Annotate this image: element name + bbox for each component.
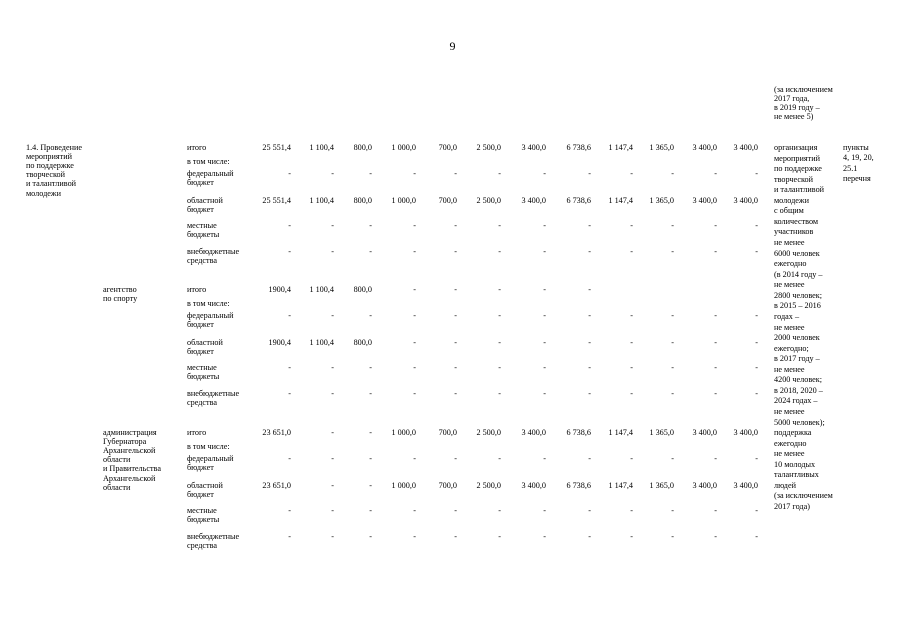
event-name-line: 1.4. Проведение (26, 143, 82, 152)
cell-value: 700,0 (438, 196, 457, 205)
row-label: итого (187, 428, 207, 437)
cell-value: - (630, 389, 633, 398)
cell-value: 800,0 (353, 143, 372, 152)
cell-value: - (543, 169, 546, 178)
cell-value: - (413, 506, 416, 515)
event-name-line: по поддержке (26, 161, 74, 171)
cell-value: 3 400,0 (733, 196, 758, 205)
cell-value: - (369, 532, 372, 541)
result-line: талантливых (774, 470, 819, 480)
cell-value: 6 738,6 (566, 481, 591, 490)
cell-value: 1900,4 (268, 338, 291, 347)
cell-value: - (454, 247, 457, 256)
cell-value: 800,0 (353, 338, 372, 347)
cell-value: - (454, 338, 457, 347)
reference-line: пункты (843, 143, 869, 152)
cell-value: - (671, 363, 674, 372)
cell-value: - (755, 247, 758, 256)
cell-value: - (755, 169, 758, 178)
cell-value: 3 400,0 (733, 143, 758, 152)
top-note-line: (за исключением (774, 85, 833, 94)
cell-value: 2 500,0 (476, 481, 501, 490)
cell-value: - (714, 532, 717, 541)
cell-value: - (714, 221, 717, 230)
result-line: (в 2014 году – (774, 269, 823, 279)
cell-value: - (588, 285, 591, 294)
cell-value: - (413, 311, 416, 320)
result-line: не менее (774, 449, 805, 459)
cell-value: 1 100,4 (309, 143, 334, 152)
cell-value: - (543, 506, 546, 515)
cell-value: - (543, 311, 546, 320)
cell-value: 3 400,0 (692, 196, 717, 205)
cell-value: - (543, 285, 546, 294)
row-label: местные бюджеты (187, 221, 220, 240)
cell-value: - (671, 532, 674, 541)
cell-value: 700,0 (438, 481, 457, 490)
result-line: ежегодно (774, 438, 807, 448)
cell-value: - (498, 221, 501, 230)
cell-value: - (288, 532, 291, 541)
row-label: внебюджетные средства (187, 389, 240, 408)
cell-value: - (630, 532, 633, 541)
cell-value: - (331, 363, 334, 372)
cell-value: - (413, 363, 416, 372)
cell-value: 3 400,0 (733, 428, 758, 437)
cell-value: - (671, 221, 674, 230)
cell-value: - (588, 363, 591, 372)
cell-value: - (498, 285, 501, 294)
cell-value: - (413, 169, 416, 178)
cell-value: - (714, 454, 717, 463)
result-line: по поддержке (774, 164, 822, 174)
cell-value: 25 551,4 (262, 196, 291, 205)
event-name-line: и талантливой (26, 179, 77, 189)
cell-value: - (755, 389, 758, 398)
cell-value: 1 000,0 (391, 143, 416, 152)
cell-value: - (588, 338, 591, 347)
cell-value: 3 400,0 (521, 481, 546, 490)
cell-value: - (454, 169, 457, 178)
executor-name-line: Архангельской (103, 446, 156, 456)
cell-value: - (369, 428, 372, 437)
cell-value: - (331, 532, 334, 541)
cell-value: - (331, 454, 334, 463)
cell-value: - (288, 311, 291, 320)
result-line: 4200 человек; (774, 375, 823, 385)
cell-value: - (671, 454, 674, 463)
cell-value: - (671, 389, 674, 398)
cell-value: - (498, 169, 501, 178)
cell-value: - (543, 221, 546, 230)
cell-value: - (630, 221, 633, 230)
cell-value: 23 651,0 (262, 481, 291, 490)
cell-value: - (454, 363, 457, 372)
cell-value: - (714, 506, 717, 515)
cell-value: - (454, 506, 457, 515)
cell-value: - (454, 389, 457, 398)
cell-value: 3 400,0 (692, 428, 717, 437)
reference-line: 4, 19, 20, (843, 153, 874, 163)
cell-value: - (288, 506, 291, 515)
cell-value: - (369, 311, 372, 320)
executor-name-line: администрация (103, 428, 157, 437)
result-line: не менее (774, 407, 805, 416)
cell-value: - (331, 221, 334, 230)
cell-value: - (630, 506, 633, 515)
cell-value: - (369, 169, 372, 178)
cell-value: - (543, 454, 546, 463)
cell-value: 1 365,0 (649, 428, 674, 437)
cell-value: - (671, 311, 674, 320)
event-name-line: молодежи (26, 188, 61, 198)
result-line: не менее (774, 322, 805, 332)
row-label: в том числе: (187, 157, 230, 166)
row-label: областной бюджет (187, 338, 223, 357)
cell-value: - (714, 247, 717, 256)
cell-value: 6 738,6 (566, 143, 591, 152)
cell-value: - (588, 169, 591, 178)
cell-value: 1 365,0 (649, 196, 674, 205)
cell-value: - (413, 454, 416, 463)
cell-value: - (714, 169, 717, 178)
cell-value: - (288, 221, 291, 230)
cell-value: - (588, 311, 591, 320)
cell-value: 3 400,0 (692, 143, 717, 152)
result-line: 2800 человек; (774, 290, 823, 300)
cell-value: - (454, 454, 457, 463)
cell-value: - (714, 311, 717, 320)
cell-value: 1 365,0 (649, 143, 674, 152)
cell-value: 2 500,0 (476, 428, 501, 437)
cell-value: - (714, 363, 717, 372)
cell-value: 3 400,0 (692, 481, 717, 490)
cell-value: - (588, 506, 591, 515)
cell-value: 3 400,0 (733, 481, 758, 490)
cell-value: - (454, 221, 457, 230)
result-line: не менее (774, 238, 805, 248)
cell-value: - (498, 338, 501, 347)
cell-value: - (498, 311, 501, 320)
row-label: в том числе: (187, 442, 230, 451)
cell-value: - (543, 338, 546, 347)
cell-value: 1 000,0 (391, 428, 416, 437)
row-label: областной бюджет (187, 196, 223, 215)
result-line: количеством (774, 216, 819, 226)
cell-value: - (671, 506, 674, 515)
row-label: внебюджетные средства (187, 247, 240, 266)
cell-value: 1 147,4 (608, 481, 633, 490)
row-label: местные бюджеты (187, 506, 220, 525)
executor-name-line: Архангельской (103, 473, 156, 483)
cell-value: - (331, 481, 334, 490)
executor-name-line: Губернатора (103, 437, 147, 447)
top-note-line: 2017 года, (774, 94, 810, 104)
result-line: в 2017 году – (774, 354, 820, 364)
row-label: итого (187, 285, 207, 294)
cell-value: - (498, 247, 501, 256)
cell-value: - (755, 532, 758, 541)
result-line: 6000 человек (774, 248, 820, 258)
cell-value: 1 147,4 (608, 143, 633, 152)
result-line: не менее (774, 364, 805, 374)
cell-value: - (714, 389, 717, 398)
cell-value: - (288, 454, 291, 463)
cell-value: - (755, 338, 758, 347)
cell-value: - (755, 311, 758, 320)
cell-value: 23 651,0 (262, 428, 291, 437)
cell-value: - (630, 247, 633, 256)
row-label: местные бюджеты (187, 363, 220, 382)
cell-value: - (671, 247, 674, 256)
cell-value: - (671, 169, 674, 178)
cell-value: 1 000,0 (391, 196, 416, 205)
executor-name-line: области (103, 482, 131, 492)
cell-value: 3 400,0 (521, 143, 546, 152)
result-line: в 2018, 2020 – (774, 385, 823, 395)
cell-value: - (543, 389, 546, 398)
cell-value: - (413, 532, 416, 541)
row-label: внебюджетные средства (187, 532, 240, 551)
result-line: 2024 годах – (774, 396, 818, 406)
cell-value: - (413, 247, 416, 256)
cell-value: - (588, 454, 591, 463)
cell-value: - (288, 169, 291, 178)
cell-value: 1 100,4 (309, 285, 334, 294)
top-note-line: в 2019 году – (774, 103, 820, 113)
cell-value: - (588, 389, 591, 398)
cell-value: - (369, 506, 372, 515)
cell-value: - (331, 247, 334, 256)
cell-value: - (369, 247, 372, 256)
result-line: молодежи (774, 195, 809, 205)
row-label: федеральный бюджет (187, 169, 234, 188)
cell-value: - (369, 389, 372, 398)
cell-value: 700,0 (438, 143, 457, 152)
row-label: в том числе: (187, 299, 230, 308)
cell-value: 1 000,0 (391, 481, 416, 490)
cell-value: 25 551,4 (262, 143, 291, 152)
cell-value: - (413, 338, 416, 347)
cell-value: - (454, 532, 457, 541)
cell-value: 700,0 (438, 428, 457, 437)
result-line: организация (774, 143, 818, 152)
cell-value: - (288, 363, 291, 372)
cell-value: - (369, 481, 372, 490)
result-line: ежегодно (774, 259, 807, 269)
event-name-line: мероприятий (26, 152, 72, 162)
result-line: мероприятий (774, 153, 820, 163)
row-label: федеральный бюджет (187, 454, 234, 473)
cell-value: 1 100,4 (309, 196, 334, 205)
cell-value: - (331, 389, 334, 398)
executor-name-line: и Правительства (103, 464, 161, 474)
cell-value: - (588, 247, 591, 256)
cell-value: 800,0 (353, 196, 372, 205)
result-line: в 2015 – 2016 (774, 301, 821, 311)
cell-value: 3 400,0 (521, 196, 546, 205)
row-label: федеральный бюджет (187, 311, 234, 330)
executor-name-line: области (103, 455, 131, 465)
cell-value: - (454, 311, 457, 320)
executor-name-line: по спорту (103, 294, 138, 304)
executor-name-line: агентство (103, 285, 137, 294)
cell-value: 800,0 (353, 285, 372, 294)
cell-value: - (630, 311, 633, 320)
cell-value: 2 500,0 (476, 196, 501, 205)
cell-value: 3 400,0 (521, 428, 546, 437)
cell-value: - (369, 221, 372, 230)
result-line: людей (774, 480, 796, 490)
cell-value: - (288, 247, 291, 256)
cell-value: - (498, 454, 501, 463)
result-line: 5000 человек); (774, 417, 825, 427)
cell-value: - (755, 363, 758, 372)
cell-value: - (755, 506, 758, 515)
cell-value: - (671, 338, 674, 347)
cell-value: - (630, 454, 633, 463)
row-label: итого (187, 143, 207, 152)
result-line: поддержка (774, 428, 812, 438)
cell-value: - (714, 338, 717, 347)
cell-value: - (543, 532, 546, 541)
cell-value: 1 147,4 (608, 428, 633, 437)
cell-value: - (755, 221, 758, 230)
cell-value: - (630, 338, 633, 347)
cell-value: 1900,4 (268, 285, 291, 294)
result-line: не менее (774, 280, 805, 290)
result-line: и талантливой (774, 185, 825, 195)
cell-value: 1 100,4 (309, 338, 334, 347)
cell-value: - (588, 532, 591, 541)
reference-line: 25.1 (843, 163, 858, 173)
result-line: годах – (774, 311, 800, 321)
cell-value: - (288, 389, 291, 398)
cell-value: - (498, 532, 501, 541)
cell-value: - (543, 247, 546, 256)
cell-value: - (630, 169, 633, 178)
row-label: областной бюджет (187, 481, 223, 500)
cell-value: 6 738,6 (566, 196, 591, 205)
result-line: 2000 человек (774, 333, 820, 343)
cell-value: - (498, 506, 501, 515)
cell-value: - (454, 285, 457, 294)
cell-value: - (369, 363, 372, 372)
result-line: участников (774, 227, 814, 237)
cell-value: - (369, 454, 372, 463)
result-line: ежегодно; (774, 343, 809, 353)
page-number: 9 (449, 39, 456, 53)
cell-value: 1 365,0 (649, 481, 674, 490)
cell-value: - (413, 221, 416, 230)
result-line: (за исключением (774, 491, 833, 501)
result-line: 2017 года) (774, 502, 810, 512)
top-note-line: не менее 5) (774, 112, 814, 122)
cell-value: - (543, 363, 546, 372)
cell-value: - (755, 454, 758, 463)
reference-line: перечня (843, 173, 871, 183)
cell-value: - (588, 221, 591, 230)
cell-value: - (331, 428, 334, 437)
cell-value: - (331, 169, 334, 178)
cell-value: - (331, 311, 334, 320)
result-line: с общим (774, 206, 804, 216)
cell-value: - (413, 285, 416, 294)
cell-value: 2 500,0 (476, 143, 501, 152)
cell-value: - (331, 506, 334, 515)
result-line: 10 молодых (774, 459, 816, 469)
cell-value: 1 147,4 (608, 196, 633, 205)
cell-value: 6 738,6 (566, 428, 591, 437)
cell-value: - (413, 389, 416, 398)
result-line: творческой (774, 174, 813, 184)
cell-value: - (498, 363, 501, 372)
event-name-line: творческой (26, 170, 65, 180)
cell-value: - (630, 363, 633, 372)
cell-value: - (498, 389, 501, 398)
